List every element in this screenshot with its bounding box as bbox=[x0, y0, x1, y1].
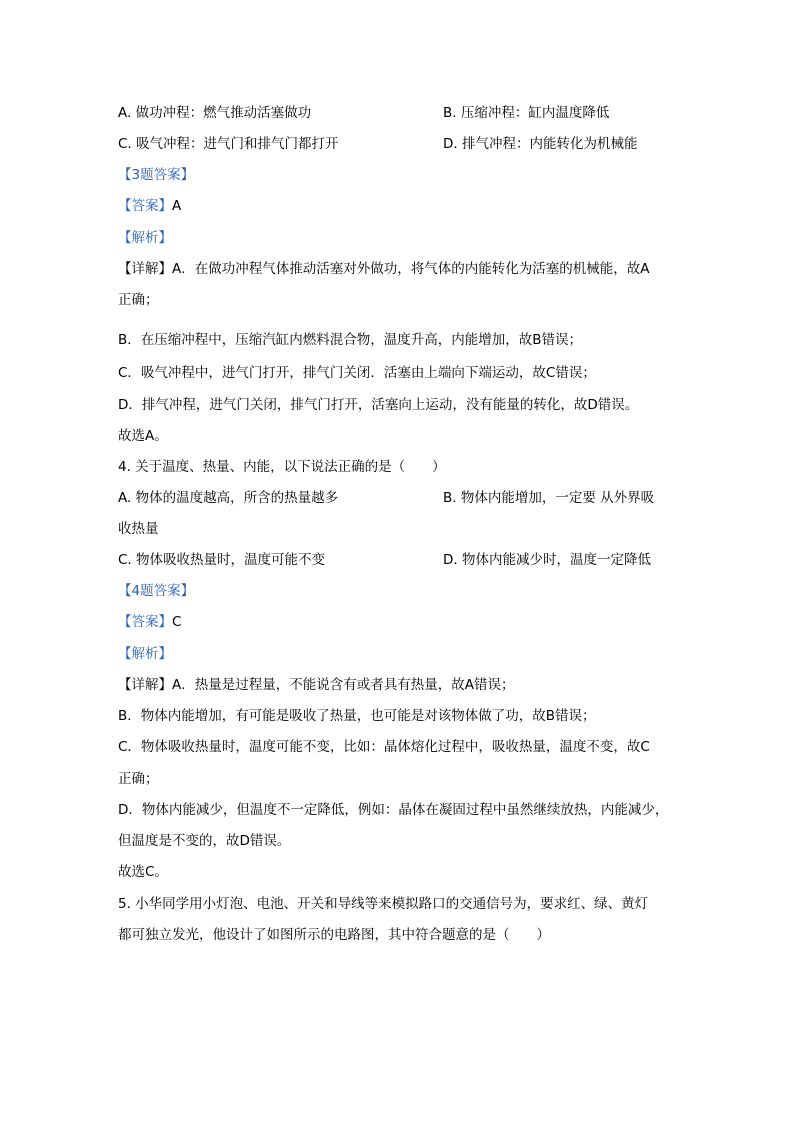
q4-conclusion: 故选C。 bbox=[118, 864, 168, 880]
q3-answer-line bbox=[118, 197, 181, 215]
q5-stem-line-2: 都可独立发光，他设计了如图所示的电路图，其中符合题意的是（ ） bbox=[118, 927, 550, 943]
q4-section-title: 【4题答案】 bbox=[118, 583, 195, 599]
q3-option-d: D. 排气冲程：内能转化为机械能 bbox=[443, 136, 638, 152]
q4-detail-line-4: D．物体内能减少，但温度不一定降低，例如：晶体在凝固过程中虽然继续放热，内能减少， bbox=[118, 802, 669, 818]
q3-detail-line-1 bbox=[118, 260, 649, 278]
q4-stem: 4. 关于温度、热量、内能，以下说法正确的是（ ） bbox=[118, 459, 446, 475]
q4-analysis-title: 【解析】 bbox=[118, 646, 172, 662]
q4-option-b-continued: 收热量 bbox=[118, 521, 159, 537]
q4-answer-value: C bbox=[172, 614, 182, 630]
q4-detail-1-text: A．热量是过程量，不能说含有或者具有热量，故A错误； bbox=[172, 677, 515, 693]
q4-detail-line-1 bbox=[118, 676, 514, 694]
q3-detail-1-text: A．在做功冲程气体推动活塞对外做功，将气体的内能转化为活塞的机械能，故A bbox=[172, 261, 650, 277]
q4-detail-line-2: B．物体内能增加，有可能是吸收了热量，也可能是对该物体做了功，故B错误； bbox=[118, 708, 596, 724]
q4-detail-line-3b: 正确； bbox=[118, 771, 159, 787]
q3-analysis-title: 【解析】 bbox=[118, 230, 172, 246]
q4-detail-line-4b: 但温度是不变的，故D错误。 bbox=[118, 833, 291, 849]
q3-option-c: C. 吸气冲程：进气门和排气门都打开 bbox=[118, 136, 339, 152]
q3-detail-line-4: D．排气冲程，进气门关闭，排气门打开，活塞向上运动，没有能量的转化，故D错误。 bbox=[118, 397, 639, 413]
q4-answer-tag: 【答案】 bbox=[118, 614, 172, 630]
q4-detail-line-3: C．物体吸收热量时，温度可能不变，比如：晶体熔化过程中，吸收热量，温度不变，故C bbox=[118, 739, 650, 755]
q3-section-title: 【3题答案】 bbox=[118, 167, 195, 183]
q3-detail-line-2: B．在压缩冲程中，压缩汽缸内燃料混合物，温度升高，内能增加，故B错误； bbox=[118, 332, 583, 348]
q4-option-c: C. 物体吸收热量时，温度可能不变 bbox=[118, 552, 326, 568]
q3-detail-line-1b: 正确； bbox=[118, 292, 159, 308]
q4-option-a: A. 物体的温度越高，所含的热量越多 bbox=[118, 490, 339, 506]
q3-answer-value: A bbox=[172, 198, 182, 214]
q3-conclusion: 故选A。 bbox=[118, 428, 168, 444]
q4-detail-tag: 【详解】 bbox=[118, 677, 172, 693]
q4-answer-line bbox=[118, 613, 181, 631]
q3-detail-line-3: C．吸气冲程中，进气门打开，排气门关闭．活塞由上端向下端运动，故C错误； bbox=[118, 365, 596, 381]
q4-option-d: D. 物体内能减少时，温度一定降低 bbox=[443, 552, 651, 568]
q3-detail-tag: 【详解】 bbox=[118, 261, 172, 277]
q4-option-b: B. 物体内能增加，一定要 从外界吸 bbox=[443, 490, 655, 506]
q3-answer-tag: 【答案】 bbox=[118, 198, 172, 214]
q5-stem-line-1: 5. 小华同学用小灯泡、电池、开关和导线等来模拟路口的交通信号为，要求红、绿、黄灯 bbox=[118, 896, 649, 912]
q3-option-b: B. 压缩冲程：缸内温度降低 bbox=[443, 105, 610, 121]
q3-option-a: A. 做功冲程：燃气推动活塞做功 bbox=[118, 105, 312, 121]
